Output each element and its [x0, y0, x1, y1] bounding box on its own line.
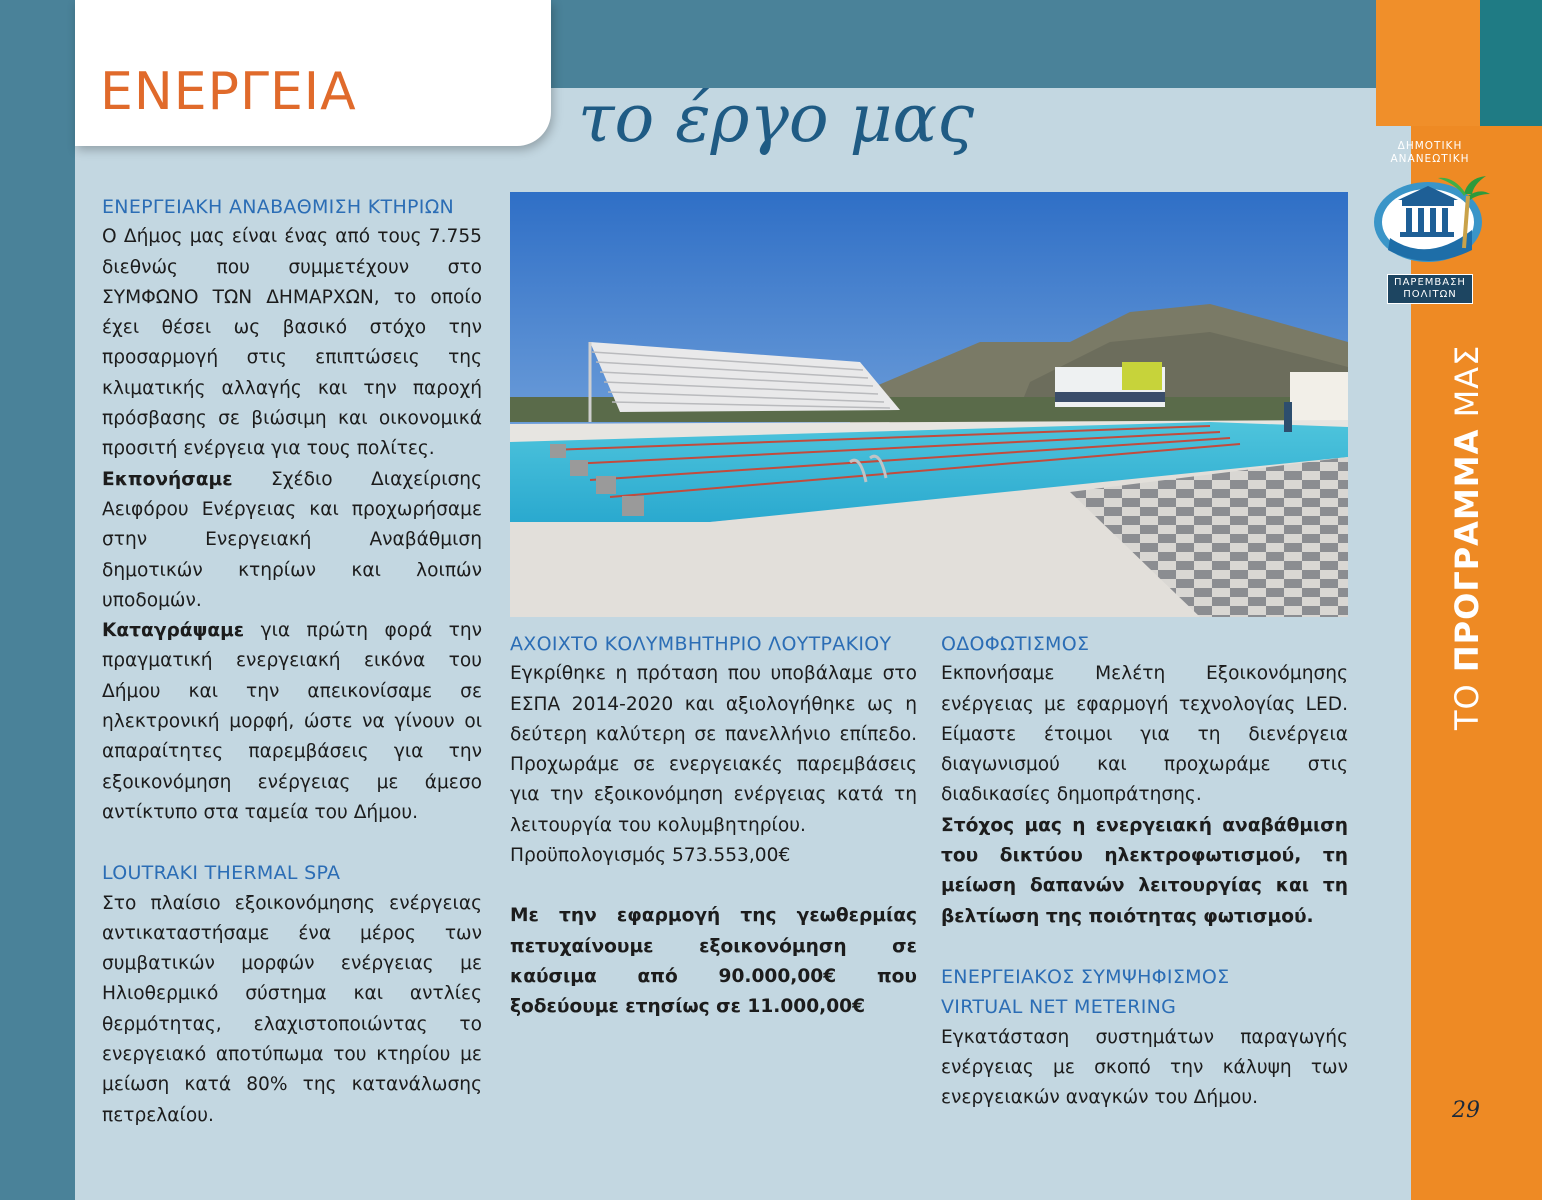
- spacer: [510, 871, 917, 901]
- paragraph-covenant: Ο Δήμος μας είναι ένας από τους 7.755 διεθνώς που συμμετέχουν στο ΣΥΜΦΩΝΟ ΤΩΝ ΔΗΜΑΡΧΩΝ, το οποίο έχει θέσει ως βασικό στόχο την προσαρμογή στις επιπτώσεις της κλιματικής αλλαγής και την παροχή πρόσβασης σε βιώσιμη και οικονομικά προσιτή ενέργεια για τους πολίτες.: [102, 226, 482, 460]
- party-logo: [1368, 140, 1492, 320]
- page-number: 29: [1452, 1098, 1480, 1123]
- heading-thermal-spa: LOUTRAKI THERMAL SPA: [102, 862, 341, 885]
- heading-pool: ΑΧΟΙΧΤΟ ΚΟΛΥΜΒΗΤΗΡΙΟ ΛΟΥΤΡΑΚΙΟΥ: [510, 633, 892, 655]
- pool-photo: [510, 192, 1348, 617]
- logo-bottom-label: [1387, 274, 1473, 304]
- paragraph-plan: [102, 465, 482, 616]
- vertical-program-title: [1448, 345, 1486, 730]
- logo-top-line2: ΑΝΑΝΕΩΤΙΚΗ: [1390, 153, 1470, 165]
- script-title: το έργο μας: [578, 80, 975, 157]
- column-middle: [510, 629, 917, 1023]
- spacer: [941, 932, 1348, 962]
- vertical-suffix: ΜΑΣ: [1448, 344, 1486, 418]
- paragraph-geothermal: Με την εφαρμογή της γεωθερμίας πετυχαίνουμε εξοικονόμηση σε καύσιμα από 90.000,00€ που ξοδεύουμε ετησίως σε 11.000,00€: [510, 905, 917, 1018]
- spacer: [102, 828, 482, 858]
- paragraph-budget: Προϋπολογισμός 573.553,00€: [510, 845, 791, 867]
- teal-strip: [1480, 0, 1542, 126]
- paragraph-plan-body: Σχέδιο Διαχείρισης Αειφόρου Ενέργειας και προχωρήσαμε στην Ενεργειακή Αναβάθμιση δημοτικών κτηρίων και λοιπών υποδομών.: [102, 468, 482, 611]
- heading-net-metering-line1: ΕΝΕΡΓΕΙΑΚΟΣ ΣΥΜΨΗΦΙΣΜΟΣ: [941, 965, 1230, 988]
- logo-top-line1: ΔΗΜΟΤΙΚΗ: [1397, 140, 1463, 152]
- heading-net-metering-line2: VIRTUAL NET METERING: [941, 996, 1177, 1019]
- vertical-prefix: ΤΟ: [1448, 683, 1486, 730]
- column-left: [102, 192, 482, 1131]
- paragraph-net-metering: Εγκατάσταση συστημάτων παραγωγής ενέργειας με σκοπό την κάλυψη των ενεργειακών αναγκών του Δήμου.: [941, 1026, 1348, 1109]
- logo-emblem-icon: [1368, 168, 1492, 268]
- logo-bottom-line1: ΠΑΡΕΜΒΑΣΗ: [1394, 277, 1466, 288]
- section-title: ΕΝΕΡΓΕΙΑ: [100, 62, 357, 122]
- paragraph-lighting-goal: Στόχος μας η ενεργειακή αναβάθμιση του δικτύου ηλεκτροφωτισμού, τη μείωση δαπανών λειτουργίας και τη βελτίωση της ποιότητας φωτισμού.: [941, 814, 1348, 927]
- pool-photo-image: [510, 192, 1348, 617]
- paragraph-recorded: [102, 616, 482, 828]
- logo-bottom-line2: ΠΟΛΙΤΩΝ: [1403, 289, 1457, 300]
- column-right: [941, 629, 1348, 1113]
- heading-street-lighting: ΟΔΟΦΩΤΙΣΜΟΣ: [941, 633, 1090, 655]
- paragraph-plan-lead: Εκπονήσαμε: [102, 468, 233, 490]
- paragraph-recorded-body: για πρώτη φορά την πραγματική ενεργειακή εικόνα του Δήμου και την απεικονίσαμε σε ηλεκτρονική μορφή, ώστε να γίνουν οι απαραίτητες παρεμβάσεις για την εξοικονόμηση ενέργειας με άμεσο αντίκτυπο στα ταμεία του Δήμου.: [102, 620, 482, 823]
- paragraph-pool: Εγκρίθηκε η πρόταση που υποβάλαμε στο ΕΣΠΑ 2014-2020 και αξιολογήθηκε ως η δεύτερη καλύτερη σε πανελλήνιο επίπεδο. Προχωράμε σε ενεργειακές παρεμβάσεις για την εξοικονόμηση ενέργειας κατά τη λειτουργία του κολυμβητηρίου.: [510, 663, 917, 836]
- paragraph-street-lighting: Εκπονήσαμε Μελέτη Εξοικονόμησης ενέργειας με εφαρμογή τεχνολογίας LED. Είμαστε έτοιμοι για τη διενέργεια διαγωνισμού και προχωράμε στις διαδικασίες δημοπράτησης.: [941, 663, 1348, 806]
- vertical-bold: ΠΡΟΓΡΑΜΜΑ: [1448, 428, 1486, 673]
- paragraph-recorded-lead: Καταγράψαμε: [102, 620, 245, 642]
- paragraph-thermal-spa: Στο πλαίσιο εξοικονόμησης ενέργειας αντικαταστήσαμε ένα μέρος των συμβατικών μορφών ενέργειας με Ηλιοθερμικό σύστημα και αντλίες θερμότητας, ελαχιστοποιώντας το ενεργειακό αποτύπωμα του κτηρίου με μείωση κατά 80% της κατανάλωσης πετρελαίου.: [102, 892, 482, 1126]
- heading-energy-upgrade: ΕΝΕΡΓΕΙΑΚΗ ΑΝΑΒΑΘΜΙΣΗ ΚΤΗΡΙΩΝ: [102, 196, 455, 218]
